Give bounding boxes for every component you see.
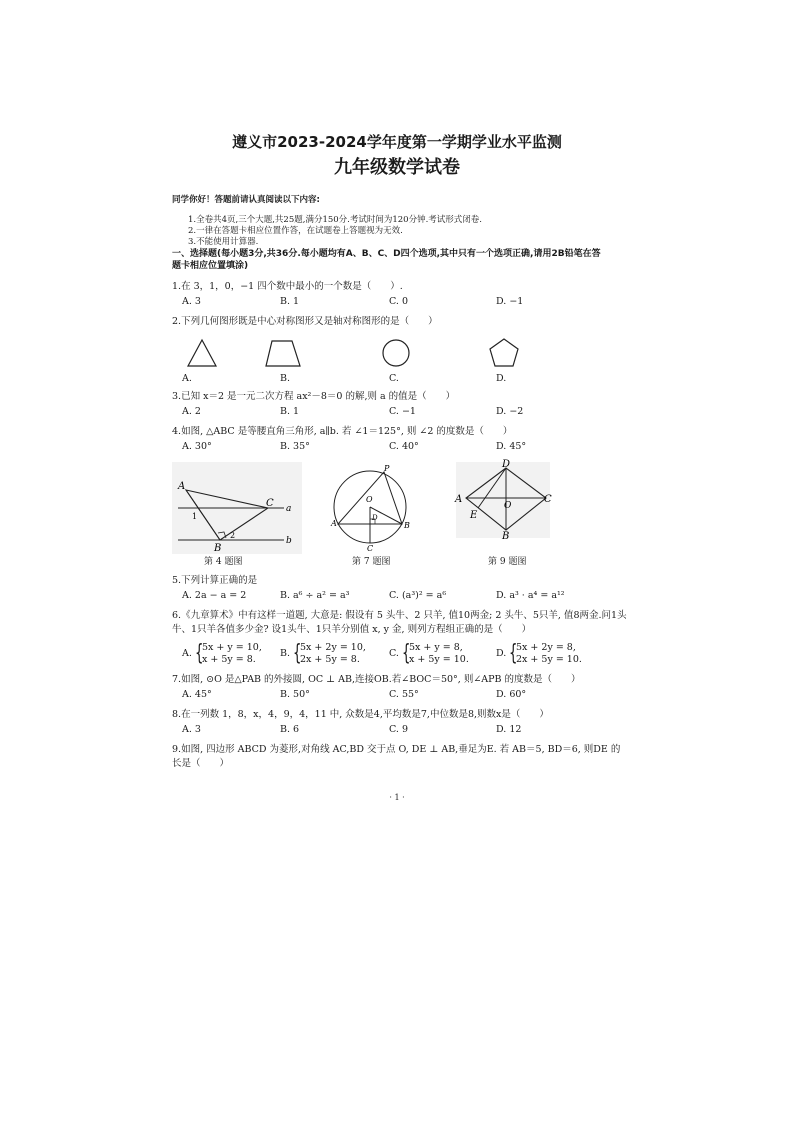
q3-option-c[interactable]: C. −1	[389, 406, 416, 417]
q4-option-a[interactable]: A. 30°	[182, 441, 212, 452]
fig7-label-o: O	[366, 495, 373, 504]
trapezoid-shape	[266, 341, 300, 366]
q6-option-b-eq2: 2x + 5y = 8.	[300, 654, 360, 665]
section-1-heading: 一、选择题(每小题3分,共36分.每小题均有A、B、C、D四个选项,其中只有一个选项正确,请用2B铅笔在答	[172, 249, 601, 259]
fig4-label-line-b: b	[286, 536, 292, 546]
q7-option-b[interactable]: B. 50°	[280, 689, 310, 700]
figure-9	[452, 458, 552, 540]
question-5-stem: 5.下列计算正确的是	[172, 575, 258, 586]
q7-option-c[interactable]: C. 55°	[389, 689, 419, 700]
q1-option-c[interactable]: C. 0	[389, 296, 409, 307]
question-6-stem-cont: 牛、1只羊各值多少金? 设1头牛、1只羊分别值 x, y 金, 则列方程组正确的是（ ）	[172, 624, 532, 635]
q5-option-d[interactable]: D. a³ · a⁴ = a¹²	[496, 590, 565, 601]
q6-option-d-label: D.	[496, 648, 507, 659]
fig9-label-b: B	[502, 531, 510, 540]
fig9-label-e: E	[470, 510, 478, 521]
question-3-stem: 3.已知 x＝2 是一元二次方程 ax²－8＝0 的解,则 a 的值是（ ）	[172, 391, 456, 402]
q6-option-b[interactable]: B. { 5x + 2y = 10, 2x + 5y = 8.	[280, 641, 366, 666]
fig7-label-c: C	[367, 544, 374, 552]
q7-option-d[interactable]: D. 60°	[496, 689, 527, 700]
figure-4	[172, 462, 302, 554]
pentagon-shape	[490, 339, 518, 366]
q7-option-a[interactable]: A. 45°	[182, 689, 212, 700]
note-1: 1.全卷共4页,三个大题,共25题,满分150分.考试时间为120分钟.考试形式闭卷.	[188, 215, 482, 225]
q2-option-d[interactable]: D.	[496, 373, 507, 384]
fig9-label-o: O	[504, 501, 512, 511]
fig7-label-p: P	[384, 464, 390, 473]
fig9-label-c: C	[544, 494, 552, 505]
figure-7-caption: 第 7 题图	[352, 557, 391, 567]
question-6-stem: 6.《九章算术》中有这样一道题, 大意是: 假设有 5 头牛、2 只羊, 值10两金; 2 头牛、5只羊, 值8两金.问1头	[172, 610, 627, 621]
q6-option-a-eq1: 5x + y = 10,	[202, 642, 262, 653]
fig4-label-angle-1: 1	[192, 512, 198, 521]
fig7-label-b: B	[404, 521, 410, 530]
q4-option-b[interactable]: B. 35°	[280, 441, 310, 452]
q1-option-b[interactable]: B. 1	[280, 296, 300, 307]
question-9-stem-cont: 长是（ ）	[172, 758, 230, 769]
q8-option-b[interactable]: B. 6	[280, 724, 300, 735]
q6-option-a-eq2: x + 5y = 8.	[202, 654, 256, 665]
q6-option-b-eq1: 5x + 2y = 10,	[300, 642, 366, 653]
fig4-label-b: B	[214, 543, 222, 554]
greeting: 同学你好！答题前请认真阅读以下内容:	[172, 195, 320, 205]
page-number: · 1 ·	[389, 793, 405, 802]
q6-option-c-eq1: 5x + y = 8,	[409, 642, 463, 653]
q5-option-a[interactable]: A. 2a − a = 2	[182, 590, 247, 601]
question-7-stem: 7.如图, ⊙O 是△PAB 的外接圆, OC ⊥ AB,连接OB.若∠BOC＝50°, 则∠APB 的度数是（ ）	[172, 674, 581, 685]
figure-4-caption: 第 4 题图	[204, 557, 243, 567]
q6-option-b-label: B.	[280, 648, 291, 659]
q8-option-a[interactable]: A. 3	[182, 724, 201, 735]
note-2: 2.一律在答题卡相应位置作答，在试题卷上答题视为无效.	[188, 226, 403, 236]
q8-option-c[interactable]: C. 9	[389, 724, 409, 735]
q6-option-a-label: A.	[182, 648, 192, 659]
fig4-label-angle-2: 2	[230, 531, 236, 540]
q6-option-d[interactable]: D. { 5x + 2y = 8, 2x + 5y = 10.	[496, 641, 582, 666]
q6-option-a[interactable]: A. { 5x + y = 10, x + 5y = 8.	[182, 641, 262, 666]
q8-option-d[interactable]: D. 12	[496, 724, 522, 735]
q6-option-c[interactable]: C. { 5x + y = 8, x + 5y = 10.	[389, 641, 469, 666]
triangle-shape	[188, 340, 216, 366]
fig4-label-line-a: a	[286, 504, 292, 514]
circle-shape	[383, 340, 409, 366]
q3-option-b[interactable]: B. 1	[280, 406, 300, 417]
q2-option-c[interactable]: C.	[389, 373, 399, 384]
q4-option-d[interactable]: D. 45°	[496, 441, 527, 452]
question-4-stem: 4.如图, △ABC 是等腰直角三角形, a∥b. 若 ∠1＝125°, 则 ∠2 的度数是（ ）	[172, 426, 513, 437]
q6-option-d-eq2: 2x + 5y = 10.	[516, 654, 582, 665]
q3-option-a[interactable]: A. 2	[182, 406, 201, 417]
question-1-stem: 1.在 3，1，0，−1 四个数中最小的一个数是（ ）.	[172, 281, 403, 292]
q3-option-d[interactable]: D. −2	[496, 406, 524, 417]
question-9-stem: 9.如图, 四边形 ABCD 为菱形,对角线 AC,BD 交于点 O, DE ⊥ AB,垂足为E. 若 AB＝5, BD＝6, 则DE 的	[172, 744, 621, 755]
question-2-stem: 2.下列几何图形既是中心对称图形又是轴对称图形的是（ ）	[172, 316, 438, 327]
fig7-label-a: A	[331, 519, 337, 528]
q2-option-a[interactable]: A.	[182, 373, 192, 384]
exam-title: 遵义市2023-2024学年度第一学期学业水平监测	[232, 133, 562, 151]
q2-option-b[interactable]: B.	[280, 373, 291, 384]
question-8-stem: 8.在一列数 1，8，x，4，9，4，11 中, 众数是4,平均数是7,中位数是8,则数x是（ ）	[172, 709, 549, 720]
note-3: 3.不能使用计算器.	[188, 237, 259, 247]
q6-option-c-label: C.	[389, 648, 399, 659]
fig7-label-d: D	[372, 514, 378, 522]
exam-subtitle: 九年级数学试卷	[334, 157, 460, 178]
q1-option-a[interactable]: A. 3	[182, 296, 201, 307]
section-1-heading-cont: 题卡相应位置填涂)	[172, 261, 249, 271]
q2-shapes	[170, 336, 530, 370]
fig4-label-a: A	[178, 481, 186, 492]
q5-option-b[interactable]: B. a⁶ ÷ a² = a³	[280, 590, 350, 601]
q6-option-d-eq1: 5x + 2y = 8,	[516, 642, 576, 653]
fig9-label-d: D	[502, 459, 511, 470]
fig9-label-a: A	[455, 494, 463, 505]
q1-option-d[interactable]: D. −1	[496, 296, 524, 307]
figure-7	[330, 462, 414, 552]
q6-option-c-eq2: x + 5y = 10.	[409, 654, 469, 665]
figure-9-caption: 第 9 题图	[488, 557, 527, 567]
q4-option-c[interactable]: C. 40°	[389, 441, 419, 452]
q5-option-c[interactable]: C. (a³)² = a⁶	[389, 590, 447, 601]
fig4-label-c: C	[266, 498, 274, 509]
